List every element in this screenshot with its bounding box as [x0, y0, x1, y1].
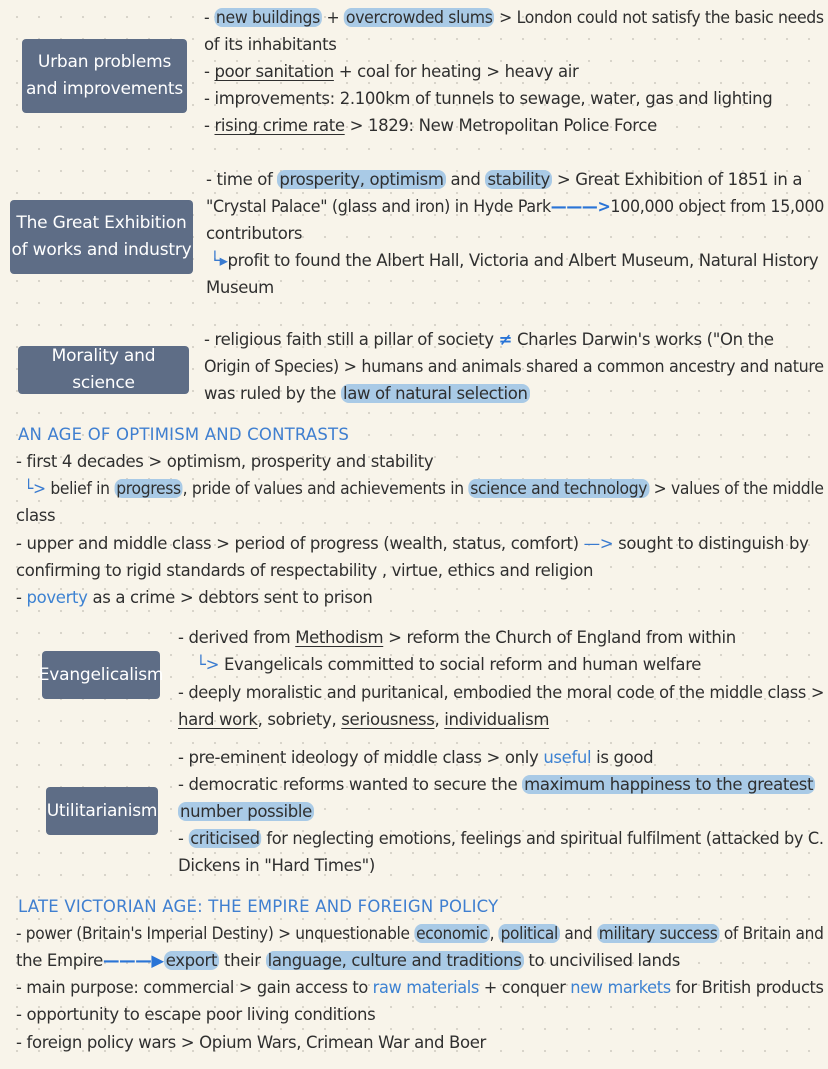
utilitarianism-text: - pre-eminent ideology of middle class > only — [178, 748, 544, 767]
late-text: for British products — [670, 978, 824, 997]
exhibition-text: and — [445, 170, 486, 189]
highlight-export: export — [165, 951, 218, 970]
exhibition-tag-line1: The Great Exhibition — [16, 213, 187, 233]
late-text: , — [489, 924, 499, 943]
urban-line-1-rest: > London could not satisfy the basic needs — [494, 8, 824, 27]
morality-line-1 — [204, 326, 774, 353]
urban-line-2: of its inhabitants — [204, 35, 337, 54]
dash: - — [204, 116, 215, 135]
underline-poor-sanitation: poor sanitation — [214, 62, 334, 81]
optimism-text: , pride of values and achievements in — [182, 479, 469, 498]
exhibition-line-5: Museum — [206, 278, 274, 297]
urban-line-4: - improvements: 2.100km of tunnels to sewage, water, gas and lighting — [204, 89, 773, 108]
optimism-text: sought to distinguish by — [613, 534, 809, 553]
exhibition-line-1 — [206, 166, 802, 193]
urban-line-5 — [204, 112, 657, 139]
highlight-law-natural-selection: law of natural selection — [343, 384, 528, 403]
highlight-overcrowded-slums: overcrowded slums — [345, 8, 493, 27]
utilitarianism-line-2 — [178, 771, 815, 798]
blue-word-poverty: poverty — [26, 588, 88, 607]
optimism-line-5: confirming to rigid standards of respectability , virtue, ethics and religion — [16, 561, 594, 580]
highlight-maximum-happiness: maximum happiness to the greatest — [524, 775, 814, 794]
optimism-text: belief in — [45, 479, 115, 498]
exhibition-line-3: contributors — [206, 224, 303, 243]
late-text: the Empire — [16, 951, 103, 970]
exhibition-line-4 — [210, 247, 818, 274]
late-text: - main purpose: commercial > gain access to — [16, 978, 373, 997]
exhibition-line-2 — [206, 193, 824, 220]
late-line-3 — [16, 974, 824, 1001]
urban-line-1: - new buildings + overcrowded slums > London could not satisfy the basic needs — [204, 8, 824, 27]
urban-tag-line2: and improvements — [25, 79, 184, 99]
evangelicalism-line-1 — [178, 624, 736, 651]
optimism-text: - upper and middle class > period of progress (wealth, status, comfort) — [16, 534, 584, 553]
arrow-right-icon: —> — [583, 534, 614, 553]
urban-line-3-rest: + coal for heating > heavy air — [333, 62, 579, 81]
dash: - — [204, 62, 215, 81]
utilitarianism-line-3 — [178, 798, 314, 825]
utilitarianism-text: is good — [591, 748, 654, 767]
urban-plus: + — [321, 8, 345, 27]
highlight-new-buildings: new buildings — [215, 8, 320, 27]
highlight-prosperity-optimism: prosperity, optimism — [279, 170, 444, 189]
exhibition-text: profit to found the Albert Hall, Victoria and Albert Museum, Natural History — [227, 251, 819, 270]
exhibition-text: - time of — [206, 170, 278, 189]
utilitarianism-line-5: Dickens in "Hard Times") — [178, 856, 375, 875]
corner-arrow-icon: └▸ — [210, 251, 228, 270]
arrow-right-icon: ———> — [550, 197, 611, 216]
optimism-line-2 — [24, 475, 824, 502]
utilitarianism-tag: Utilitarianism — [46, 787, 158, 835]
exhibition-text: "Crystal Palace" (glass and iron) in Hyde Park — [206, 197, 551, 216]
exhibition-tag-line2: of works and industry — [11, 240, 192, 260]
highlight-progress: progress — [116, 479, 181, 498]
morality-science-tag: Morality and science — [18, 346, 189, 394]
utilitarianism-line-1 — [178, 744, 653, 771]
late-text: + conquer — [479, 978, 571, 997]
highlight-stability: stability — [487, 170, 550, 189]
late-line-4: - opportunity to escape poor living conditions — [16, 1005, 376, 1024]
utilitarianism-line-4 — [178, 825, 824, 852]
highlight-political: political — [500, 924, 558, 943]
heading-late-victorian-age: LATE VICTORIAN AGE: THE EMPIRE AND FOREIGN POLICY — [18, 897, 499, 916]
late-line-5: - foreign policy wars > Opium Wars, Crimean War and Boer — [16, 1033, 486, 1052]
blue-word-useful: useful — [543, 748, 592, 767]
evangelicalism-text: Evangelicals committed to social reform and human welfare — [219, 655, 702, 674]
optimism-line-1: - first 4 decades > optimism, prosperity and stability — [16, 452, 434, 471]
highlight-number-possible: number possible — [180, 802, 312, 821]
evangelicalism-line-3: - deeply moralistic and puritanical, embodied the moral code of the middle class > — [178, 683, 825, 702]
late-text: of Britain and — [719, 924, 824, 943]
corner-arrow-icon: └> — [196, 655, 220, 674]
optimism-line-6 — [16, 584, 373, 611]
not-equal-icon: ≠ — [498, 330, 513, 349]
evangelicalism-text: , — [434, 710, 445, 729]
great-exhibition-tag — [10, 200, 193, 274]
evangelicalism-line-4 — [178, 706, 549, 733]
underline-rising-crime-rate: rising crime rate — [214, 116, 345, 135]
highlight-military-success: military success — [598, 924, 718, 943]
morality-text: was ruled by the — [204, 384, 341, 403]
exhibition-text: > Great Exhibition of 1851 in a — [551, 170, 803, 189]
evangelicalism-tag: Evangelicalism — [42, 651, 160, 699]
late-text: and — [559, 924, 597, 943]
morality-text: - religious faith still a pillar of society — [204, 330, 499, 349]
blue-word-new-markets: new markets — [570, 978, 671, 997]
optimism-line-3: class — [16, 506, 56, 525]
corner-arrow-icon: └> — [24, 479, 46, 498]
highlight-economic: economic — [416, 924, 488, 943]
evangelicalism-text: , sobriety, — [257, 710, 342, 729]
blue-word-raw-materials: raw materials — [372, 978, 480, 997]
utilitarianism-text: - democratic reforms wanted to secure the — [178, 775, 523, 794]
late-line-1 — [16, 920, 824, 947]
underline-seriousness: seriousness — [341, 710, 435, 729]
morality-text: Charles Darwin's works ("On the — [512, 330, 774, 349]
late-line-2 — [16, 947, 680, 974]
optimism-text: > values of the middle — [649, 479, 824, 498]
optimism-text: as a crime > debtors sent to prison — [87, 588, 373, 607]
late-text: to uncivilised lands — [523, 951, 680, 970]
urban-line-5-rest: > 1829: New Metropolitan Police Force — [344, 116, 657, 135]
urban-problems-tag — [22, 39, 187, 113]
dash: - — [178, 829, 189, 848]
late-text: their — [219, 951, 266, 970]
highlight-criticised: criticised — [190, 829, 260, 848]
urban-tag-line1: Urban problems — [37, 52, 172, 72]
exhibition-text: 100,000 object from 15,000 — [610, 197, 824, 216]
urban-line-3 — [204, 58, 578, 85]
highlight-science-technology: science and technology — [470, 479, 648, 498]
morality-line-2: Origin of Species) > humans and animals shared a common ancestry and nature — [204, 357, 824, 376]
heading-age-of-optimism: AN AGE OF OPTIMISM AND CONTRASTS — [18, 425, 350, 444]
highlight-language-culture: language, culture and traditions — [267, 951, 522, 970]
optimism-line-4 — [16, 530, 809, 557]
evangelicalism-text: > reform the Church of England from within — [383, 628, 736, 647]
arrow-right-icon: ———▶ — [102, 951, 164, 970]
utilitarianism-text: for neglecting emotions, feelings and spiritual fulfilment (attacked by C. — [261, 829, 824, 848]
evangelicalism-line-2 — [196, 651, 701, 678]
underline-methodism: Methodism — [295, 628, 384, 647]
underline-individualism: individualism — [444, 710, 550, 729]
late-text: - power (Britain's Imperial Destiny) > unquestionable — [16, 924, 415, 943]
underline-hard-work: hard work — [178, 710, 258, 729]
dash: - — [16, 588, 27, 607]
morality-line-3 — [204, 380, 530, 407]
evangelicalism-text: - derived from — [178, 628, 296, 647]
